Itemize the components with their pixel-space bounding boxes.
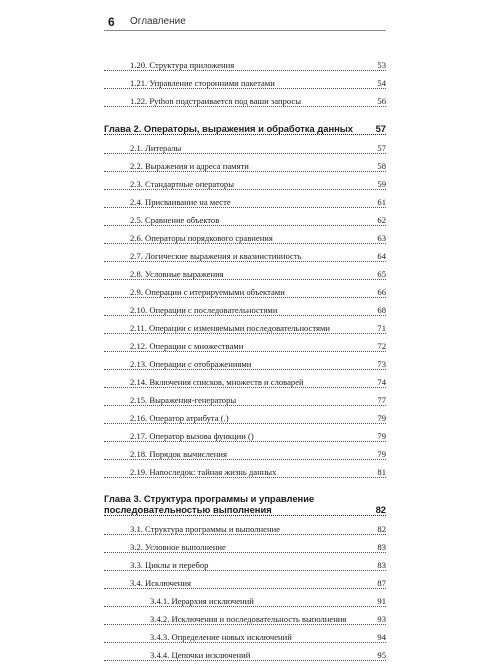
toc-entry[interactable] (104, 233, 386, 244)
toc-entry[interactable] (104, 578, 386, 589)
toc-entry-title: 2.14. Включения списков, множеств и словарей (130, 377, 304, 387)
toc-entry-title: 2.19. Напоследок: тайная жизнь данных (130, 467, 277, 477)
chapter-3-title-line1: Глава 3. Структура программы и управление (104, 493, 315, 504)
toc-entry[interactable] (104, 449, 386, 460)
table-of-contents (104, 60, 386, 668)
toc-entry-page: 83 (377, 560, 386, 570)
toc-entry-title: 2.15. Выражения-генераторы (130, 395, 237, 405)
toc-entry[interactable] (104, 215, 386, 226)
toc-entry[interactable] (104, 143, 386, 154)
toc-entry-title: 3.4.4. Цепочки исключений (150, 650, 251, 660)
toc-entry-title: 2.5. Сравнение объектов (130, 215, 220, 225)
toc-entry-title: 2.1. Литералы (130, 143, 182, 153)
toc-entry-page: 74 (377, 377, 386, 387)
chapter-3-heading[interactable] (104, 493, 386, 516)
chapter-3-page: 82 (375, 504, 386, 515)
toc-entry-page: 77 (377, 395, 386, 405)
toc-entry-title: 2.6. Операторы порядкового сравнения (130, 233, 273, 243)
toc-entry[interactable] (104, 179, 386, 190)
chapter-2-page: 57 (375, 123, 386, 134)
chapter-2-entries (104, 143, 386, 478)
toc-entry-page: 65 (377, 269, 386, 279)
toc-entry[interactable] (104, 560, 386, 571)
toc-entry-page: 57 (377, 143, 386, 153)
toc-entry[interactable] (104, 596, 386, 607)
toc-entry[interactable] (104, 323, 386, 334)
toc-entry[interactable] (104, 395, 386, 406)
toc-entry-page: 93 (377, 614, 386, 624)
toc-entry-page: 68 (377, 305, 386, 315)
toc-entry-page: 63 (377, 233, 386, 243)
toc-entry-page: 79 (377, 449, 386, 459)
toc-entry[interactable] (104, 251, 386, 262)
toc-entry[interactable] (104, 524, 386, 535)
toc-entry-page: 91 (377, 596, 386, 606)
toc-entry[interactable] (104, 60, 386, 71)
toc-entry-title: 2.10. Операции с последовательностями (130, 305, 278, 315)
toc-entry-page: 73 (377, 359, 386, 369)
toc-entry-page: 83 (377, 542, 386, 552)
toc-entry-title: 2.13. Операции с отображениями (130, 359, 252, 369)
toc-entry[interactable] (104, 161, 386, 172)
toc-entry-title: 3.1. Структура программы и выполнение (130, 524, 280, 534)
chapter-3-title-line2: последовательностью выполнения (104, 504, 272, 515)
toc-entry[interactable] (104, 287, 386, 298)
toc-entry-title: 3.2. Условное выполнение (130, 542, 226, 552)
toc-entry-title: 2.7. Логические выражения и квазиистинность (130, 251, 302, 261)
toc-entry-title: 2.2. Выражения и адреса памяти (130, 161, 249, 171)
toc-entry-title: 2.12. Операции с множествами (130, 341, 244, 351)
toc-entry-title: 3.4.2. Исключения и последовательность выполнения (150, 614, 347, 624)
chapter-2-title: Глава 2. Операторы, выражения и обработка данных (104, 123, 354, 134)
toc-entry-page: 58 (377, 161, 386, 171)
toc-entry-page: 66 (377, 287, 386, 297)
toc-entry-title: 3.4.1. Иерархия исключений (150, 596, 254, 606)
toc-entry[interactable] (104, 197, 386, 208)
toc-entry[interactable] (104, 431, 386, 442)
toc-entry[interactable] (104, 467, 386, 478)
toc-entry-title: 1.21. Управление сторонними пакетами (130, 78, 275, 88)
top-entries (104, 60, 386, 107)
toc-entry-page: 56 (377, 96, 386, 106)
toc-entry[interactable] (104, 341, 386, 352)
toc-entry[interactable] (104, 413, 386, 424)
toc-entry-page: 62 (377, 215, 386, 225)
toc-entry-title: 1.22. Python подстраивается под ваши запросы (130, 96, 301, 106)
toc-entry-title: 3.4.3. Определение новых исключений (150, 632, 292, 642)
toc-entry-page: 64 (377, 251, 386, 261)
toc-entry-title: 2.11. Операции с изменяемыми последовательностями (130, 323, 330, 333)
toc-entry-page: 53 (377, 60, 386, 70)
chapter-3-entries (104, 524, 386, 661)
toc-entry-page: 95 (377, 650, 386, 660)
toc-entry-title: 2.3. Стандартные операторы (130, 179, 235, 189)
toc-entry[interactable] (104, 96, 386, 107)
chapter-2-heading[interactable] (104, 123, 386, 135)
toc-entry-page: 79 (377, 431, 386, 441)
toc-entry[interactable] (104, 542, 386, 553)
toc-entry-title: 2.9. Операции с итерируемыми объектами (130, 287, 285, 297)
page-header (104, 14, 386, 31)
toc-entry-title: 3.3. Циклы и перебор (130, 560, 209, 570)
running-head: Оглавление (130, 16, 186, 27)
toc-entry-title: 2.17. Оператор вызова функции () (130, 431, 254, 441)
toc-entry-page: 82 (377, 524, 386, 534)
toc-entry[interactable] (104, 614, 386, 625)
toc-entry[interactable] (104, 650, 386, 661)
toc-entry-page: 81 (377, 467, 386, 477)
toc-entry-title: 2.16. Оператор атрибута (.) (130, 413, 229, 423)
toc-entry[interactable] (104, 377, 386, 388)
toc-entry[interactable] (104, 78, 386, 89)
toc-entry-page: 79 (377, 413, 386, 423)
toc-entry[interactable] (104, 269, 386, 280)
toc-entry-page: 72 (377, 341, 386, 351)
toc-entry[interactable] (104, 359, 386, 370)
page-number: 6 (108, 15, 115, 29)
toc-entry-title: 2.8. Условные выражения (130, 269, 224, 279)
toc-entry-title: 2.18. Порядок вычисления (130, 449, 227, 459)
toc-entry[interactable] (104, 632, 386, 643)
toc-entry-title: 1.20. Структура приложения (130, 60, 235, 70)
toc-entry-page: 71 (377, 323, 386, 333)
toc-entry[interactable] (104, 305, 386, 316)
toc-entry-page: 94 (377, 632, 386, 642)
toc-entry-page: 54 (377, 78, 386, 88)
toc-entry-title: 2.4. Присваивание на месте (130, 197, 231, 207)
toc-entry-page: 61 (377, 197, 386, 207)
toc-entry-page: 59 (377, 179, 386, 189)
toc-entry-title: 3.4. Исключения (130, 578, 191, 588)
toc-entry-page: 87 (377, 578, 386, 588)
